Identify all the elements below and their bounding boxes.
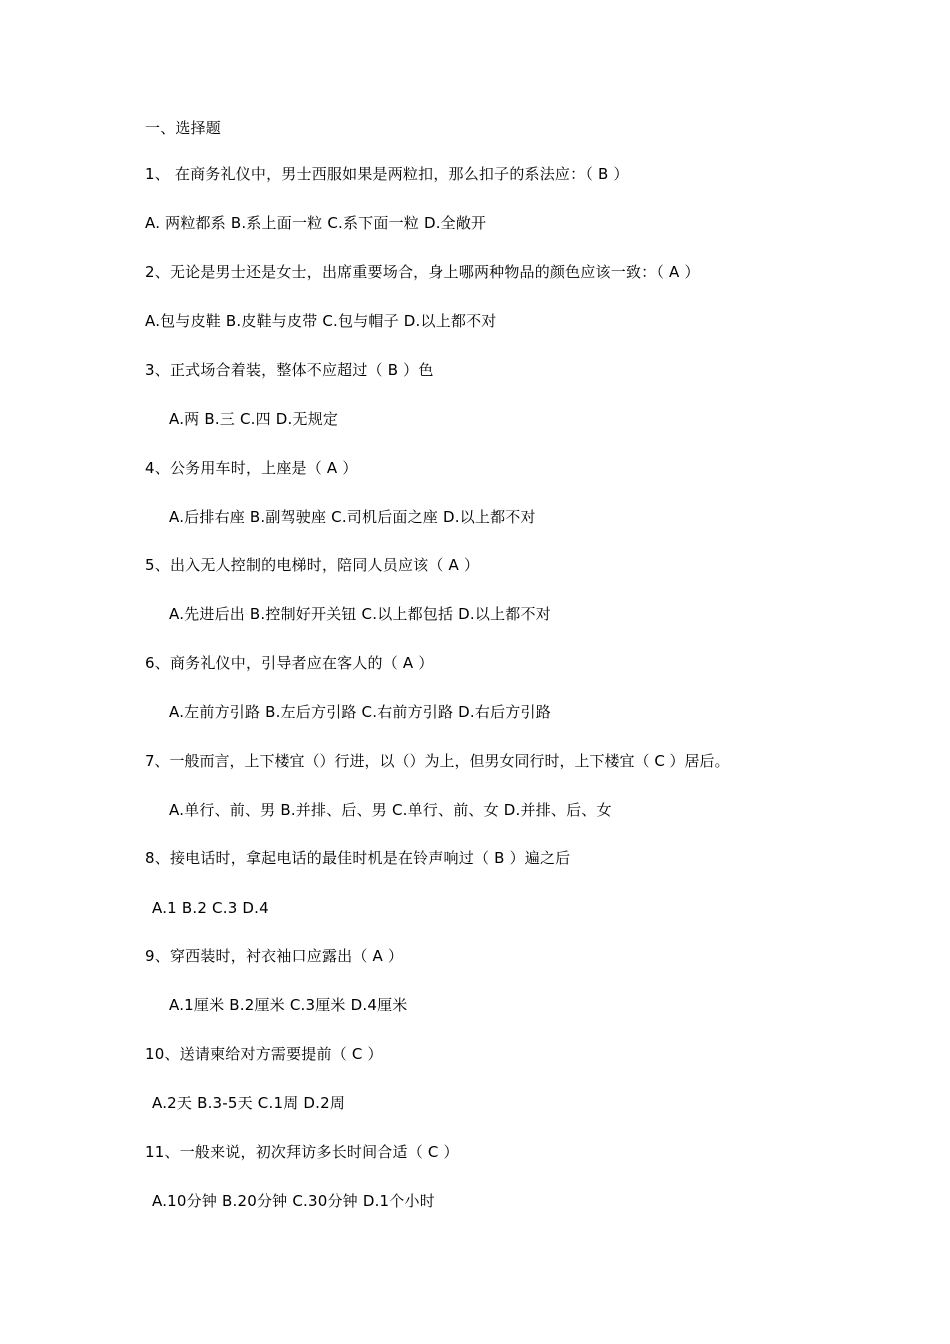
options-5: A.先进后出 B.控制好开关钮 C.以上都包括 D.以上都不对 <box>169 605 551 623</box>
options-4: A.后排右座 B.副驾驶座 C.司机后面之座 D.以上都不对 <box>169 508 536 526</box>
question-5: 5、出入无人控制的电梯时，陪同人员应该（ A ） <box>145 556 480 574</box>
section-title: 一、选择题 <box>145 119 222 137</box>
question-6: 6、商务礼仪中，引导者应在客人的（ A ） <box>145 654 434 672</box>
options-3: A.两 B.三 C.四 D.无规定 <box>169 410 339 428</box>
options-8: A.1 B.2 C.3 D.4 <box>152 899 269 917</box>
question-1: 1、 在商务礼仪中，男士西服如果是两粒扣，那么扣子的系法应：（ B ） <box>145 165 629 183</box>
question-9: 9、穿西装时，衬衣袖口应露出（ A ） <box>145 947 404 965</box>
options-10: A.2天 B.3-5天 C.1周 D.2周 <box>152 1094 346 1112</box>
options-11: A.10分钟 B.20分钟 C.30分钟 D.1个小时 <box>152 1192 435 1210</box>
question-3: 3、正式场合着装，整体不应超过（ B ）色 <box>145 361 434 379</box>
options-1: A. 两粒都系 B.系上面一粒 C.系下面一粒 D.全敞开 <box>145 214 487 232</box>
question-10: 10、送请柬给对方需要提前（ C ） <box>145 1045 383 1063</box>
options-9: A.1厘米 B.2厘米 C.3厘米 D.4厘米 <box>169 996 408 1014</box>
question-7: 7、一般而言，上下楼宜（）行进，以（）为上，但男女同行时，上下楼宜（ C ）居后。 <box>145 752 730 770</box>
options-7: A.单行、前、男 B.并排、后、男 C.单行、前、女 D.并排、后、女 <box>169 801 612 819</box>
question-8: 8、接电话时，拿起电话的最佳时机是在铃声响过（ B ）遍之后 <box>145 849 571 867</box>
question-4: 4、公务用车时，上座是（ A ） <box>145 459 358 477</box>
options-2: A.包与皮鞋 B.皮鞋与皮带 C.包与帽子 D.以上都不对 <box>145 312 497 330</box>
question-11: 11、一般来说，初次拜访多长时间合适（ C ） <box>145 1143 459 1161</box>
question-2: 2、无论是男士还是女士，出席重要场合，身上哪两种物品的颜色应该一致：（ A ） <box>145 263 700 281</box>
options-6: A.左前方引路 B.左后方引路 C.右前方引路 D.右后方引路 <box>169 703 551 721</box>
